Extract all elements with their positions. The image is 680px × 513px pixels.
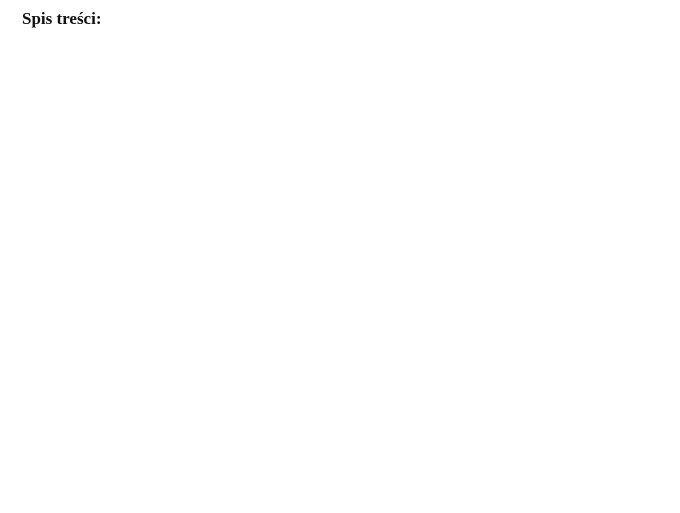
document-heading: Spis treści: <box>22 9 102 28</box>
